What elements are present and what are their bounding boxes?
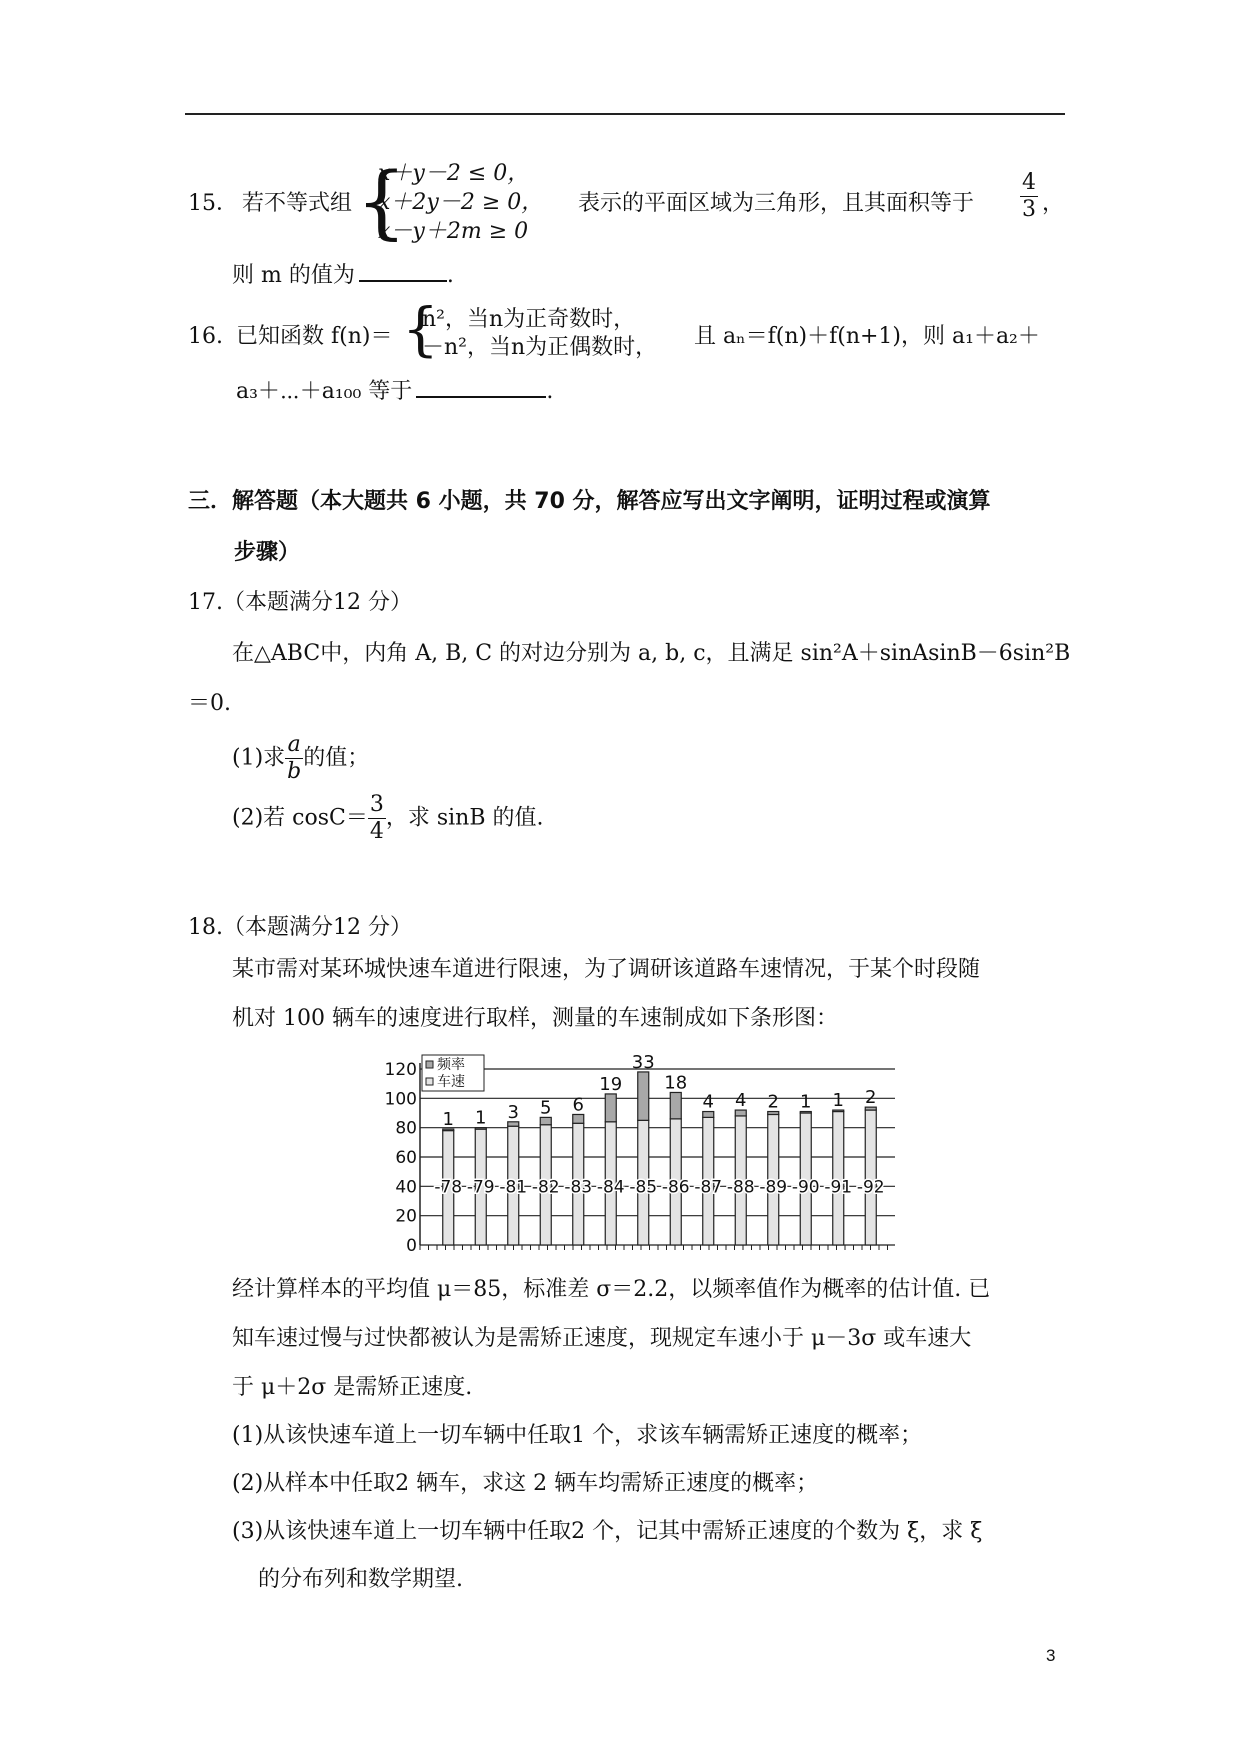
page-number: 3 bbox=[1046, 1646, 1056, 1665]
category-label: -79 bbox=[466, 1177, 495, 1198]
q15-number: 15． bbox=[188, 191, 238, 216]
q17-p1-suffix: 的值； bbox=[303, 745, 370, 771]
q16-case1: n²，当n为正奇数时， bbox=[422, 307, 636, 332]
q17-p1-den: b bbox=[287, 759, 302, 784]
q15-line2-text: 则 m 的值为 bbox=[232, 263, 355, 288]
q17-part2 bbox=[232, 792, 544, 845]
freq-label: 6 bbox=[572, 1094, 584, 1116]
freq-label: 18 bbox=[664, 1072, 688, 1094]
q15-fraction bbox=[1020, 170, 1038, 223]
y-tick-label: 0 bbox=[406, 1236, 417, 1256]
q15-frac-den: 3 bbox=[1022, 197, 1036, 222]
q17-line2: ＝0. bbox=[188, 691, 231, 716]
category-label: -89 bbox=[759, 1177, 788, 1198]
q17-p2-suffix: ，求 sinB 的值. bbox=[385, 805, 544, 831]
category-label: -82 bbox=[531, 1177, 560, 1198]
legend-label: 车速 bbox=[437, 1074, 465, 1090]
freq-bar bbox=[573, 1114, 584, 1123]
q16-number: 16. bbox=[188, 324, 223, 349]
freq-label: 4 bbox=[702, 1091, 714, 1113]
q15-ineq2: x＋2y－2 ≥ 0， bbox=[378, 190, 544, 215]
freq-bar bbox=[638, 1072, 649, 1120]
q16-middle: 且 aₙ＝f(n)＋f(n+1)，则 a₁＋a₂＋ bbox=[694, 324, 1040, 349]
category-label: -85 bbox=[629, 1177, 658, 1198]
q18-header: 18.（本题满分12 分） bbox=[188, 915, 412, 940]
freq-label: 5 bbox=[540, 1097, 552, 1119]
q17-line1: 在△ABC中，内角 A, B, C 的对边分别为 a, b, c，且满足 sin²A＋sinAsinB－6sin²B bbox=[232, 641, 1071, 666]
q15-frac-num: 4 bbox=[1022, 170, 1036, 195]
y-tick-label: 60 bbox=[395, 1148, 417, 1168]
q15-answer-blank[interactable] bbox=[359, 258, 447, 282]
y-tick-label: 120 bbox=[384, 1060, 417, 1080]
q17-p1-num: a bbox=[285, 732, 303, 759]
freq-bar bbox=[605, 1094, 616, 1122]
q16-line2 bbox=[236, 374, 553, 406]
category-label: -91 bbox=[824, 1177, 853, 1198]
freq-label: 2 bbox=[865, 1087, 877, 1109]
q17-p2-den: 4 bbox=[369, 819, 384, 844]
q17-p2-prefix: (2)若 cosC＝ bbox=[232, 805, 368, 831]
q18-after2: 知车速过慢与过快都被认为是需矫正速度，现规定车速小于 μ－3σ 或车速大 bbox=[232, 1326, 972, 1351]
category-label: -84 bbox=[596, 1177, 625, 1198]
q18-sub4: 的分布列和数学期望. bbox=[258, 1567, 463, 1592]
category-label: -81 bbox=[499, 1177, 528, 1198]
q18-line2: 机对 100 辆车的速度进行取样，测量的车速制成如下条形图： bbox=[232, 1006, 838, 1031]
category-label: -86 bbox=[661, 1177, 690, 1198]
freq-label: 3 bbox=[507, 1101, 519, 1123]
freq-label: 4 bbox=[735, 1090, 747, 1112]
q15-brace: { bbox=[356, 155, 407, 248]
header-rule bbox=[185, 113, 1065, 115]
q15-ineq1: x＋y－2 ≤ 0， bbox=[378, 161, 530, 186]
category-label: -83 bbox=[564, 1177, 593, 1198]
freq-label: 1 bbox=[442, 1109, 454, 1131]
q16-line2-text: a₃＋⋯＋a₁₀₀ 等于 bbox=[236, 379, 413, 404]
q18-sub3: (3)从该快速车道上一切车辆中任取2 个，记其中需矫正速度的个数为 ξ，求 ξ bbox=[232, 1519, 983, 1544]
q17-p2-num: 3 bbox=[369, 792, 384, 817]
q15-ineq3: x－y＋2m ≥ 0 bbox=[378, 219, 529, 244]
y-tick-label: 80 bbox=[395, 1118, 417, 1139]
q16-line2-end: . bbox=[546, 379, 554, 404]
q18-sub2: (2)从样本中任取2 辆车，求这 2 辆车均需矫正速度的概率； bbox=[232, 1471, 819, 1496]
freq-label: 1 bbox=[832, 1090, 844, 1112]
q18-after1: 经计算样本的平均值 μ＝85，标准差 σ＝2.2，以频率值作为概率的估计值. 已 bbox=[232, 1277, 991, 1302]
q16-case2: －n²，当n为正偶数时， bbox=[422, 335, 658, 360]
freq-label: 2 bbox=[767, 1091, 779, 1113]
category-label: -87 bbox=[694, 1177, 723, 1198]
q17-p1-prefix: (1)求 bbox=[232, 745, 286, 771]
category-label: -90 bbox=[791, 1177, 820, 1198]
legend-label: 频率 bbox=[437, 1057, 465, 1073]
q16-brace: { bbox=[402, 295, 439, 363]
section3-heading: 三．解答题（本大题共 6 小题，共 70 分，解答应写出文字阐明，证明过程或演算 bbox=[188, 489, 991, 514]
y-tick-label: 40 bbox=[395, 1177, 417, 1198]
category-label: -88 bbox=[726, 1177, 755, 1198]
freq-label: 33 bbox=[631, 1051, 655, 1073]
q15-prefix: 若不等式组 bbox=[242, 191, 353, 216]
category-label: -78 bbox=[434, 1177, 463, 1198]
q16-answer-blank[interactable] bbox=[416, 374, 546, 398]
freq-bar bbox=[540, 1117, 551, 1124]
q16-prefix: 已知函数 f(n)＝ bbox=[236, 324, 393, 349]
category-label: -92 bbox=[856, 1177, 885, 1198]
q15-line2-end: . bbox=[446, 263, 454, 288]
freq-bar bbox=[670, 1092, 681, 1118]
freq-label: 1 bbox=[800, 1091, 812, 1113]
q17-part1 bbox=[232, 732, 369, 785]
q18-sub1: (1)从该快速车道上一切车辆中任取1 个，求该车辆需矫正速度的概率； bbox=[232, 1423, 923, 1448]
freq-label: 1 bbox=[475, 1107, 487, 1129]
freq-label: 19 bbox=[599, 1073, 623, 1095]
section3-heading2: 步骤） bbox=[234, 540, 301, 565]
q17-header: 17.（本题满分12 分） bbox=[188, 590, 412, 615]
q18-after3: 于 μ＋2σ 是需矫正速度. bbox=[232, 1375, 473, 1400]
q15-middle: 表示的平面区域为三角形，且其面积等于 bbox=[578, 191, 975, 216]
y-tick-label: 20 bbox=[395, 1206, 417, 1227]
q18-line1: 某市需对某环城快速车道进行限速，为了调研该道路车速情况，于某个时段随 bbox=[232, 957, 981, 982]
q15-end: ， bbox=[1042, 191, 1065, 216]
speed-bar-chart bbox=[380, 1045, 900, 1260]
legend-swatch bbox=[426, 1061, 433, 1068]
legend-swatch bbox=[426, 1078, 433, 1085]
q15-line2 bbox=[232, 258, 454, 290]
y-tick-label: 100 bbox=[384, 1089, 417, 1110]
